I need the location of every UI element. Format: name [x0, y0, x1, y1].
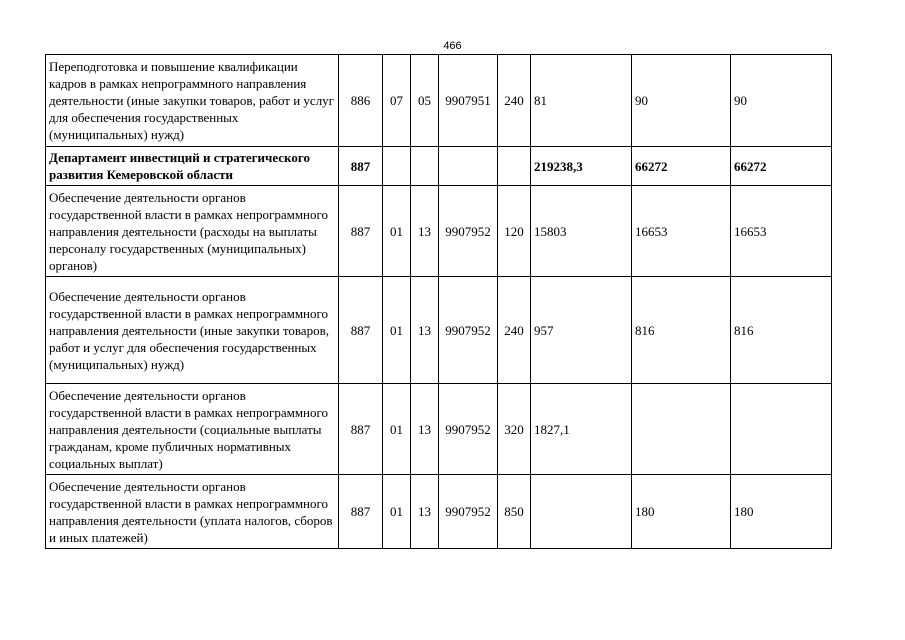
csr-code: 9907951: [439, 55, 498, 147]
row-name: Обеспечение деятельности органов государственной власти в рамках непрограммного направления деятельности (расходы на выплаты персоналу государственных (муниципальных) органов): [46, 186, 339, 277]
vr-code: 240: [498, 55, 531, 147]
table-row: [46, 186, 832, 277]
ved-code: 887: [339, 147, 383, 186]
table-row: [46, 55, 832, 147]
table-row: [46, 475, 832, 549]
pr-code: [411, 147, 439, 186]
year3-value: 90: [731, 55, 832, 147]
rz-code: [383, 147, 411, 186]
rz-code: 01: [383, 384, 411, 475]
csr-code: 9907952: [439, 475, 498, 549]
year1-value: [531, 475, 632, 549]
csr-code: 9907952: [439, 277, 498, 384]
year2-value: [632, 384, 731, 475]
vr-code: [498, 147, 531, 186]
ved-code: 887: [339, 277, 383, 384]
row-name: Департамент инвестиций и стратегического развития Кемеровской области: [46, 147, 339, 186]
ved-code: 886: [339, 55, 383, 147]
year2-value: 180: [632, 475, 731, 549]
row-name: Обеспечение деятельности органов государственной власти в рамках непрограммного направления деятельности (иные закупки товаров, работ и услуг для обеспечения государственных (муниципальных) нужд): [46, 277, 339, 384]
page-number: 466: [443, 40, 462, 52]
rz-code: 01: [383, 186, 411, 277]
pr-code: 13: [411, 475, 439, 549]
table-row: [46, 384, 832, 475]
pr-code: 13: [411, 186, 439, 277]
row-name: Переподготовка и повышение квалификации кадров в рамках непрограммного направления деятельности (иные закупки товаров, работ и услуг для обеспечения государственных (муниципальных) нужд): [46, 55, 339, 147]
row-name: Обеспечение деятельности органов государственной власти в рамках непрограммного направления деятельности (социальные выплаты гражданам, кроме публичных нормативных социальных выплат): [46, 384, 339, 475]
csr-code: 9907952: [439, 186, 498, 277]
csr-code: 9907952: [439, 384, 498, 475]
year2-value: 816: [632, 277, 731, 384]
year1-value: 15803: [531, 186, 632, 277]
vr-code: 320: [498, 384, 531, 475]
csr-code: [439, 147, 498, 186]
year3-value: 66272: [731, 147, 832, 186]
year3-value: 816: [731, 277, 832, 384]
rz-code: 01: [383, 277, 411, 384]
pr-code: 13: [411, 277, 439, 384]
pr-code: 13: [411, 384, 439, 475]
year3-value: [731, 384, 832, 475]
year2-value: 90: [632, 55, 731, 147]
ved-code: 887: [339, 384, 383, 475]
year3-value: 16653: [731, 186, 832, 277]
vr-code: 240: [498, 277, 531, 384]
year1-value: 81: [531, 55, 632, 147]
year2-value: 16653: [632, 186, 731, 277]
year3-value: 180: [731, 475, 832, 549]
budget-table: [45, 54, 832, 549]
table-row-department: [46, 147, 832, 186]
table-row: [46, 277, 832, 384]
year1-value: 1827,1: [531, 384, 632, 475]
row-name: Обеспечение деятельности органов государственной власти в рамках непрограммного направления деятельности (уплата налогов, сборов и иных платежей): [46, 475, 339, 549]
vr-code: 120: [498, 186, 531, 277]
year2-value: 66272: [632, 147, 731, 186]
ved-code: 887: [339, 186, 383, 277]
vr-code: 850: [498, 475, 531, 549]
rz-code: 01: [383, 475, 411, 549]
ved-code: 887: [339, 475, 383, 549]
year1-value: 219238,3: [531, 147, 632, 186]
year1-value: 957: [531, 277, 632, 384]
rz-code: 07: [383, 55, 411, 147]
pr-code: 05: [411, 55, 439, 147]
